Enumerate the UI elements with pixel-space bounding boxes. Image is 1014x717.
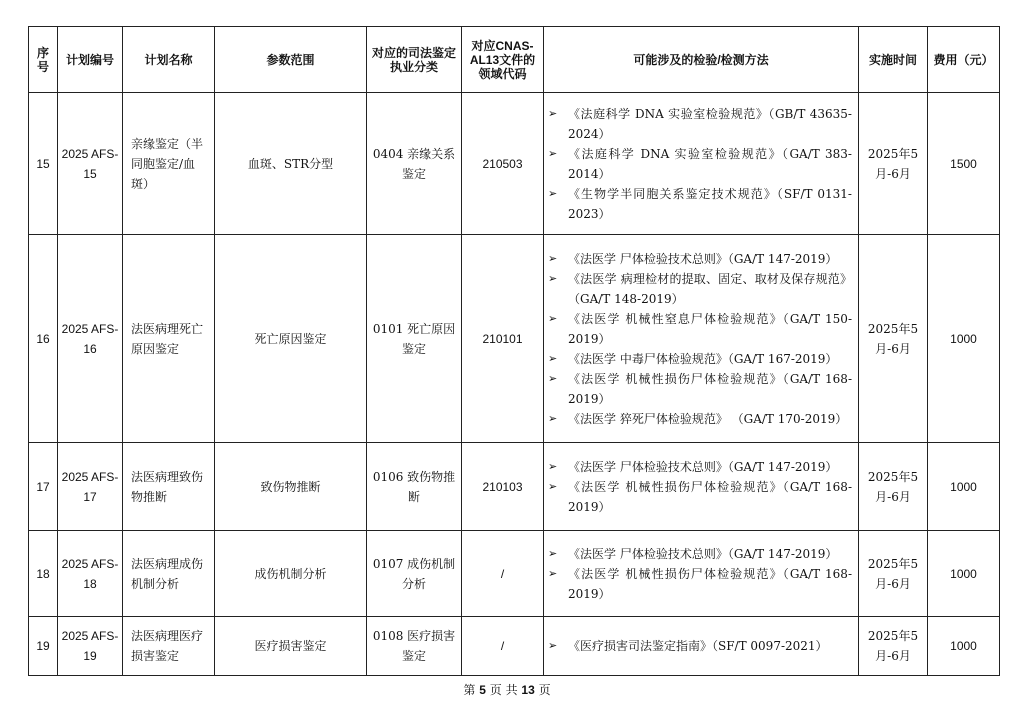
method-text: 《法医学 中毒尸体检验规范》（GA/T 167-2019） bbox=[568, 351, 838, 366]
method-text: 《法医学 机械性损伤尸体检验规范》（GA/T 168-2019） bbox=[568, 479, 852, 514]
method-text: 《法医学 猝死尸体检验规范》 （GA/T 170-2019） bbox=[568, 411, 848, 426]
arrow-bullet-icon: ➢ bbox=[548, 351, 558, 365]
cell-param: 致伤物推断 bbox=[215, 443, 367, 531]
cell-fee: 1500 bbox=[928, 93, 1000, 235]
arrow-bullet-icon: ➢ bbox=[548, 146, 558, 160]
arrow-bullet-icon: ➢ bbox=[548, 566, 558, 580]
method-item bbox=[548, 144, 852, 184]
method-text: 《法庭科学 DNA 实验室检验规范》（GB/T 43635-2024） bbox=[568, 106, 852, 141]
method-text: 《法庭科学 DNA 实验室检验规范》（GA/T 383-2014） bbox=[568, 146, 852, 181]
cell-time: 2025年5月-6月 bbox=[859, 531, 928, 617]
footer-mid: 页 共 bbox=[489, 683, 518, 697]
cell-param: 血斑、STR分型 bbox=[215, 93, 367, 235]
method-item bbox=[548, 544, 852, 564]
method-text: 《法医学 机械性损伤尸体检验规范》（GA/T 168-2019） bbox=[568, 371, 852, 406]
arrow-bullet-icon: ➢ bbox=[548, 639, 558, 652]
cell-plan-name: 法医病理致伤物推断 bbox=[123, 443, 215, 531]
cell-category: 0101 死亡原因鉴定 bbox=[367, 235, 462, 443]
cell-time: 2025年5月-6月 bbox=[859, 443, 928, 531]
cell-code: 210503 bbox=[462, 93, 544, 235]
cell-category: 0108 医疗损害鉴定 bbox=[367, 617, 462, 676]
cell-methods bbox=[544, 443, 859, 531]
arrow-bullet-icon: ➢ bbox=[548, 479, 558, 493]
method-item bbox=[548, 477, 852, 517]
method-text: 《法医学 尸体检验技术总则》（GA/T 147-2019） bbox=[568, 459, 838, 474]
footer-suffix: 页 bbox=[538, 683, 551, 697]
header-param: 参数范围 bbox=[215, 27, 367, 93]
table-row bbox=[29, 93, 1000, 235]
method-item bbox=[548, 104, 852, 144]
cell-plan-name: 法医病理医疗损害鉴定 bbox=[123, 617, 215, 676]
cell-seq: 17 bbox=[29, 443, 58, 531]
cell-param: 死亡原因鉴定 bbox=[215, 235, 367, 443]
arrow-bullet-icon: ➢ bbox=[548, 371, 558, 385]
cell-code: 210103 bbox=[462, 443, 544, 531]
cell-code: / bbox=[462, 617, 544, 676]
header-fee: 费用（元） bbox=[928, 27, 1000, 93]
method-item bbox=[548, 636, 852, 656]
method-text: 《生物学半同胞关系鉴定技术规范》（SF/T 0131-2023） bbox=[568, 186, 852, 221]
method-text: 《法医学 机械性损伤尸体检验规范》（GA/T 168-2019） bbox=[568, 566, 852, 601]
cell-fee: 1000 bbox=[928, 443, 1000, 531]
cell-seq: 19 bbox=[29, 617, 58, 676]
cell-code: 210101 bbox=[462, 235, 544, 443]
arrow-bullet-icon: ➢ bbox=[548, 411, 558, 425]
cell-code: / bbox=[462, 531, 544, 617]
cell-fee: 1000 bbox=[928, 617, 1000, 676]
method-item bbox=[548, 457, 852, 477]
cell-plan-no: 2025 AFS-18 bbox=[58, 531, 123, 617]
table-row bbox=[29, 443, 1000, 531]
method-text: 《法医学 机械性窒息尸体检验规范》（GA/T 150-2019） bbox=[568, 311, 852, 346]
cell-category: 0404 亲缘关系鉴定 bbox=[367, 93, 462, 235]
method-item bbox=[548, 564, 852, 604]
header-plan-no: 计划编号 bbox=[58, 27, 123, 93]
cell-methods bbox=[544, 531, 859, 617]
cell-time: 2025年5月-6月 bbox=[859, 617, 928, 676]
header-category: 对应的司法鉴定执业分类 bbox=[367, 27, 462, 93]
table-row bbox=[29, 617, 1000, 676]
header-time: 实施时间 bbox=[859, 27, 928, 93]
arrow-bullet-icon: ➢ bbox=[548, 106, 558, 120]
arrow-bullet-icon: ➢ bbox=[548, 251, 558, 265]
header-methods: 可能涉及的检验/检测方法 bbox=[544, 27, 859, 93]
cell-methods bbox=[544, 617, 859, 676]
cell-fee: 1000 bbox=[928, 531, 1000, 617]
cell-plan-name: 亲缘鉴定（半同胞鉴定/血斑） bbox=[123, 93, 215, 235]
arrow-bullet-icon: ➢ bbox=[548, 311, 558, 325]
cell-time: 2025年5月-6月 bbox=[859, 93, 928, 235]
cell-plan-no: 2025 AFS-15 bbox=[58, 93, 123, 235]
cell-seq: 18 bbox=[29, 531, 58, 617]
method-item bbox=[548, 184, 852, 224]
method-text: 《法医学 尸体检验技术总则》（GA/T 147-2019） bbox=[568, 546, 838, 561]
arrow-bullet-icon: ➢ bbox=[548, 546, 558, 560]
method-item bbox=[548, 249, 852, 269]
table-row bbox=[29, 531, 1000, 617]
method-item bbox=[548, 409, 852, 429]
cell-plan-no: 2025 AFS-17 bbox=[58, 443, 123, 531]
header-seq: 序号 bbox=[29, 27, 58, 93]
method-item bbox=[548, 349, 852, 369]
arrow-bullet-icon: ➢ bbox=[548, 459, 558, 473]
cell-seq: 16 bbox=[29, 235, 58, 443]
cell-plan-name: 法医病理成伤机制分析 bbox=[123, 531, 215, 617]
cell-fee: 1000 bbox=[928, 235, 1000, 443]
method-item bbox=[548, 369, 852, 409]
footer-prefix: 第 bbox=[463, 683, 476, 697]
cell-methods bbox=[544, 235, 859, 443]
page-footer bbox=[0, 681, 1014, 698]
method-text: 《医疗损害司法鉴定指南》（SF/T 0097-2021） bbox=[568, 639, 828, 653]
cell-plan-no: 2025 AFS-19 bbox=[58, 617, 123, 676]
table-row bbox=[29, 235, 1000, 443]
header-plan-name: 计划名称 bbox=[123, 27, 215, 93]
footer-total-pages: 13 bbox=[521, 683, 535, 697]
method-text: 《法医学 病理检材的提取、固定、取材及保存规范》（GA/T 148-2019） bbox=[568, 271, 852, 306]
header-row bbox=[29, 27, 1000, 93]
method-item bbox=[548, 269, 852, 309]
cell-plan-name: 法医病理死亡原因鉴定 bbox=[123, 235, 215, 443]
cell-methods bbox=[544, 93, 859, 235]
cell-time: 2025年5月-6月 bbox=[859, 235, 928, 443]
method-item bbox=[548, 309, 852, 349]
plan-table bbox=[28, 26, 1000, 676]
arrow-bullet-icon: ➢ bbox=[548, 186, 558, 200]
cell-category: 0106 致伤物推断 bbox=[367, 443, 462, 531]
header-code: 对应CNAS-AL13文件的领域代码 bbox=[462, 27, 544, 93]
footer-page-number: 5 bbox=[479, 683, 486, 697]
cell-param: 成伤机制分析 bbox=[215, 531, 367, 617]
method-text: 《法医学 尸体检验技术总则》（GA/T 147-2019） bbox=[568, 251, 838, 266]
arrow-bullet-icon: ➢ bbox=[548, 271, 558, 285]
cell-category: 0107 成伤机制分析 bbox=[367, 531, 462, 617]
cell-plan-no: 2025 AFS-16 bbox=[58, 235, 123, 443]
cell-seq: 15 bbox=[29, 93, 58, 235]
cell-param: 医疗损害鉴定 bbox=[215, 617, 367, 676]
